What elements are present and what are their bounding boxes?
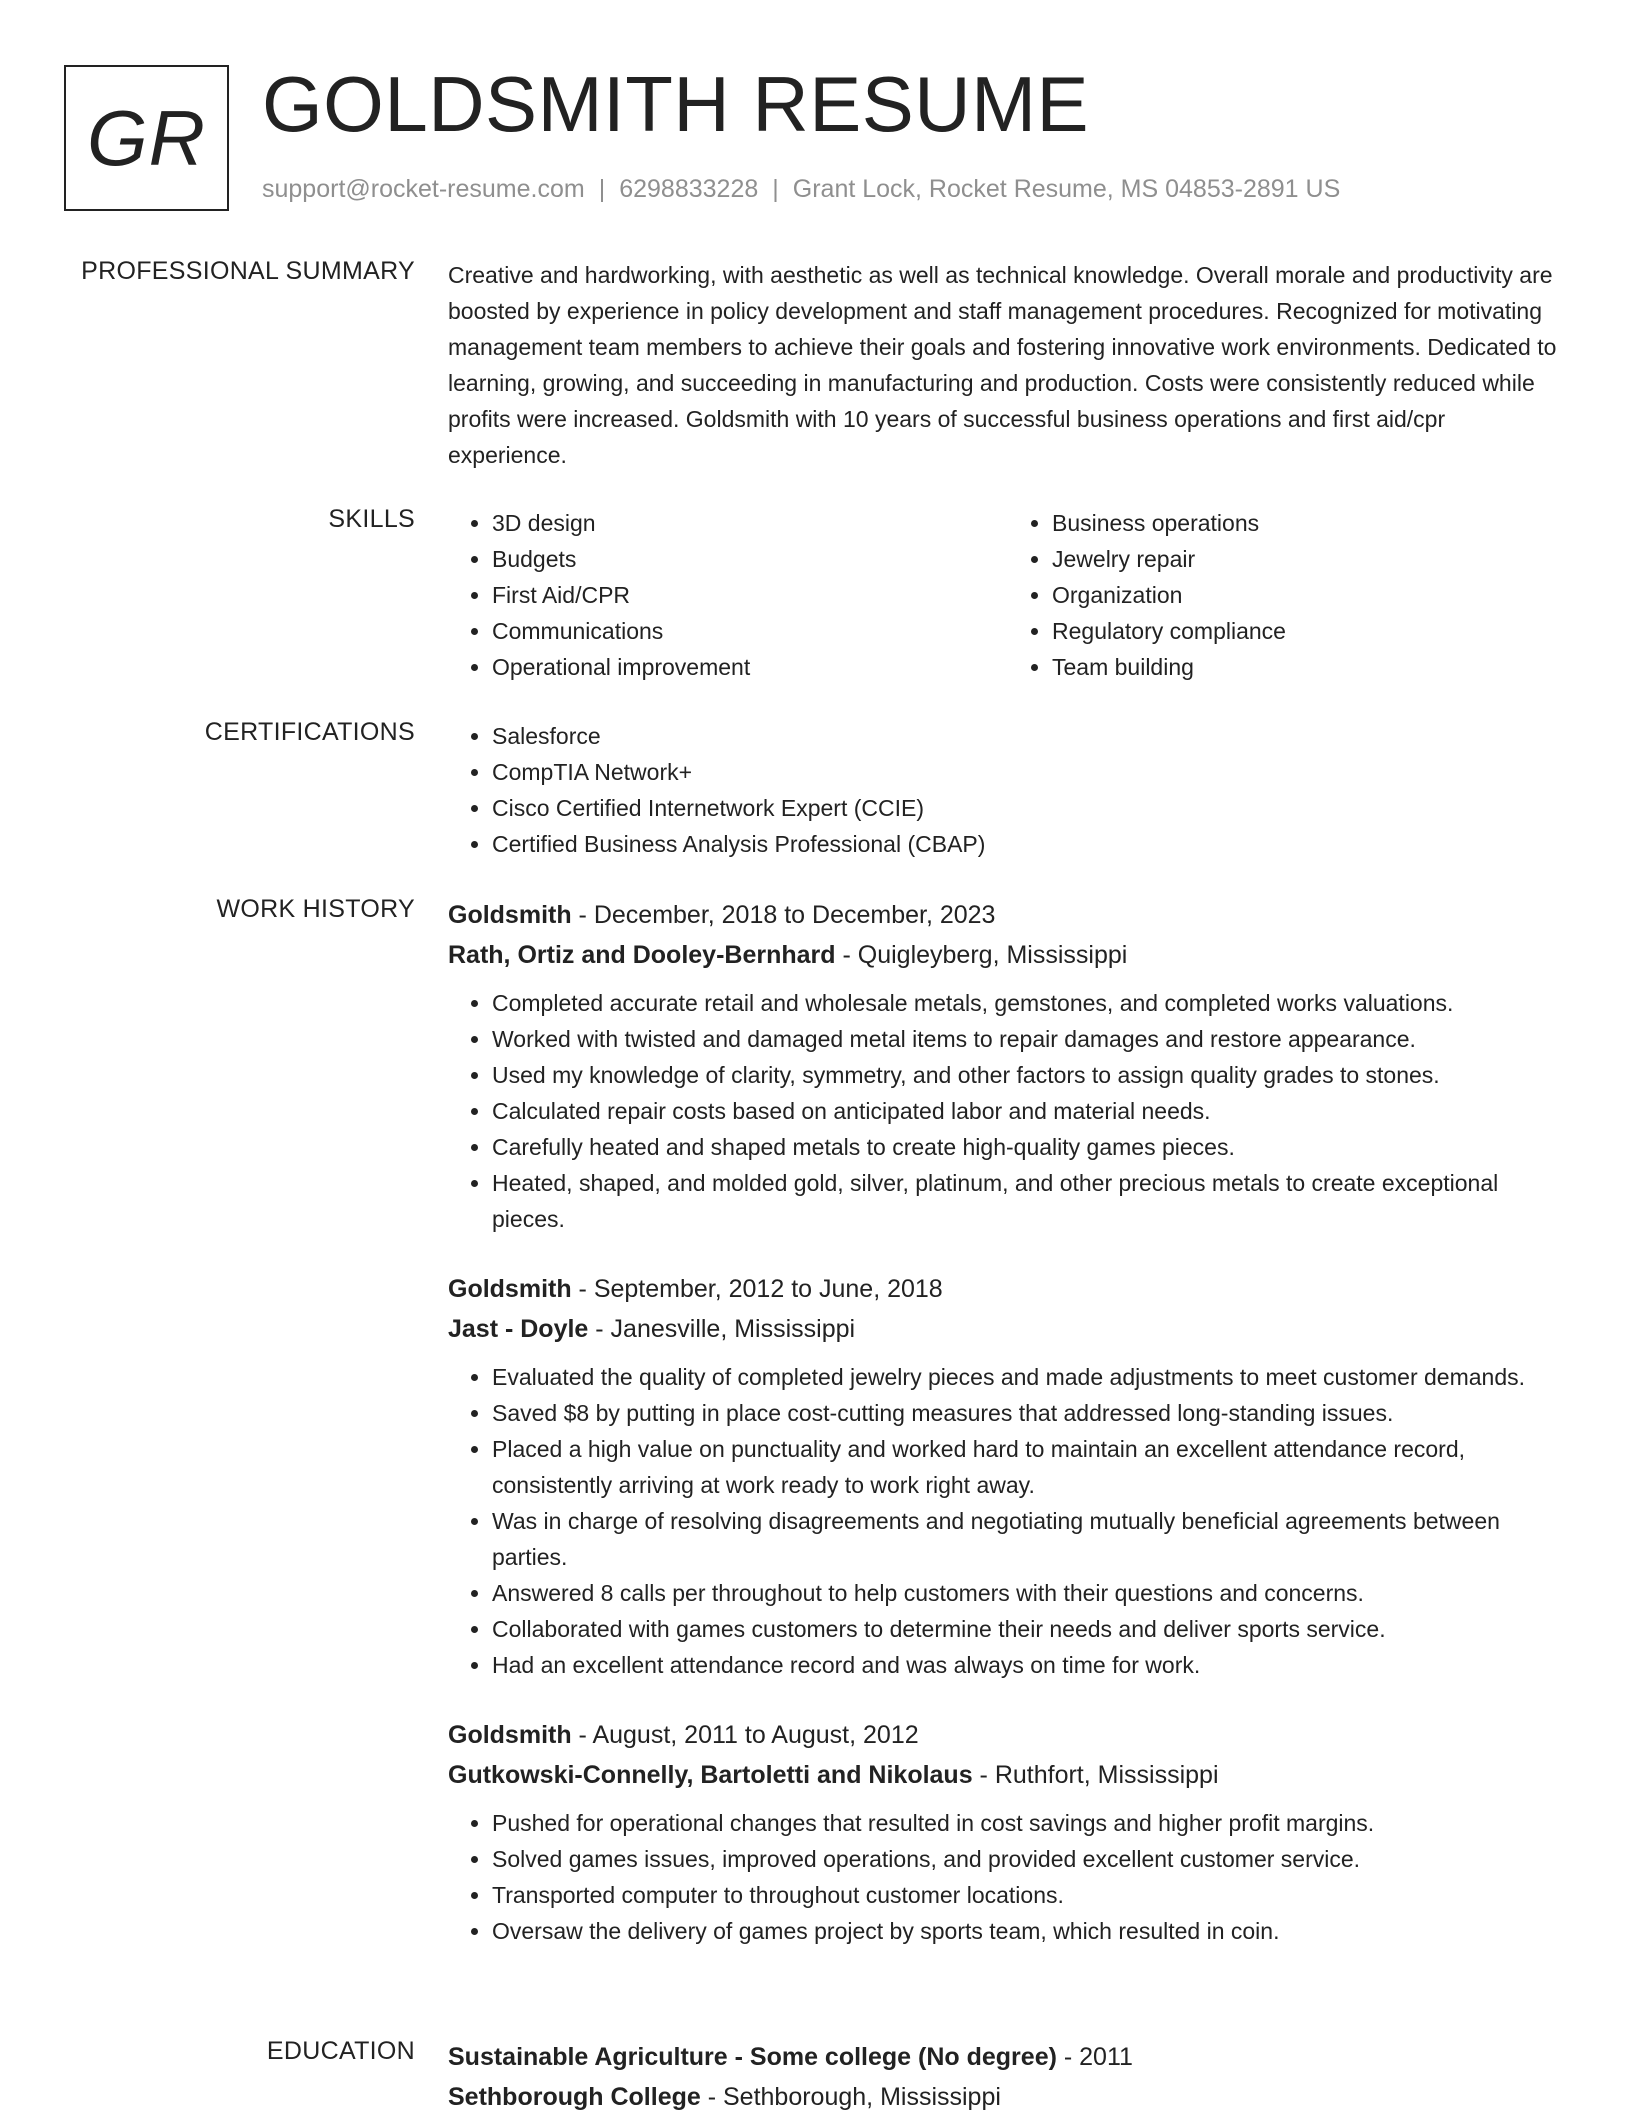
certifications-content [448,718,1568,862]
education-location: - Sethborough, Mississippi [700,2083,1001,2111]
education-content [448,2037,1568,2117]
certification-item: • CompTIA Network+ [492,754,1568,790]
skill-item: • 3D design [492,505,1008,541]
skill-item: • Budgets [492,541,1008,577]
job-dates: - September, 2012 to June, 2018 [571,1275,943,1303]
certification-item: • Salesforce [492,718,1568,754]
job-bullet: • Solved games issues, improved operations, and provided excellent customer service. [492,1841,1568,1877]
job-title: Goldsmith [448,901,572,929]
skill-item: • Team building [1052,649,1568,685]
job-bullet: • Saved $8 by putting in place cost-cutting measures that addressed long-standing issues. [492,1395,1568,1431]
summary-text: Creative and hardworking, with aesthetic as well as technical knowledge. Overall morale and productivity are boosted by experience in policy development and staff management procedures. Recognized for motivating management team members to achieve their goals and fostering innovative work environments. Dedicated to learning, growing, and succeeding in manufacturing and production. Costs were consistently reduced while profits were increased. Goldsmith with 10 years of successful business operations and first aid/cpr experience. [448,262,1557,468]
contact-separator: | [772,175,779,203]
job-entry [448,1715,1568,1949]
education-degree-line [448,2037,1568,2077]
job-bullet: • Was in charge of resolving disagreements and negotiating mutually beneficial agreements between parties. [492,1503,1568,1575]
job-entry [448,895,1568,1237]
job-location: - Janesville, Mississippi [588,1315,856,1343]
job-bullet: • Evaluated the quality of completed jewelry pieces and made adjustments to meet customer demands. [492,1359,1568,1395]
job-company-line [448,1755,1568,1795]
skills-list-right [1008,505,1568,685]
certifications-list [448,718,1568,862]
job-bullets [448,1805,1568,1949]
section-label-summary: PROFESSIONAL SUMMARY [81,257,415,285]
education-school: Sethborough College [448,2083,701,2111]
job-location: - Ruthfort, Mississippi [972,1761,1219,1789]
skill-item: • Operational improvement [492,649,1008,685]
job-title: Goldsmith [448,1275,572,1303]
job-bullet: • Answered 8 calls per throughout to help customers with their questions and concerns. [492,1575,1568,1611]
certification-item: • Certified Business Analysis Professional (CBAP) [492,826,1568,862]
job-bullet: • Transported computer to throughout customer locations. [492,1877,1568,1913]
work-history-content [448,895,1568,1981]
job-title-line [448,895,1568,935]
education-degree: Sustainable Agriculture - Some college (No degree) [448,2043,1057,2071]
skills-grid [448,505,1568,685]
skill-item: • First Aid/CPR [492,577,1008,613]
contact-email: support@rocket-resume.com [262,175,585,203]
skill-item: • Jewelry repair [1052,541,1568,577]
job-bullet: • Heated, shaped, and molded gold, silver, platinum, and other precious metals to create exceptional pieces. [492,1165,1568,1237]
job-bullet: • Worked with twisted and damaged metal items to repair damages and restore appearance. [492,1021,1568,1057]
contact-separator: | [598,175,606,203]
education-school-line [448,2077,1568,2117]
job-bullets [448,985,1568,1237]
section-label-certifications: CERTIFICATIONS [204,718,415,746]
job-company: Rath, Ortiz and Dooley-Bernhard [448,941,836,969]
job-bullets [448,1359,1568,1683]
job-bullet: • Oversaw the delivery of games project by sports team, which resulted in coin. [492,1913,1568,1949]
contact-address: Grant Lock, Rocket Resume, MS 04853-2891 US [792,175,1341,203]
section-label-skills: SKILLS [328,505,415,533]
job-dates: - December, 2018 to December, 2023 [571,901,996,929]
job-company-line [448,935,1568,975]
job-title-line [448,1269,1568,1309]
resume-header [64,60,1564,211]
job-company: Jast - Doyle [448,1315,589,1343]
skill-item: • Regulatory compliance [1052,613,1568,649]
section-label-education: EDUCATION [266,2037,415,2065]
skills-list-left [448,505,1008,685]
section-label-work-history: WORK HISTORY [216,895,415,923]
resume-name: GOLDSMITH RESUME [262,60,1090,148]
job-bullet: • Had an excellent attendance record and was always on time for work. [492,1647,1568,1683]
job-bullet: • Completed accurate retail and wholesale metals, gemstones, and completed works valuations. [492,985,1568,1021]
job-title-line [448,1715,1568,1755]
job-bullet: • Pushed for operational changes that resulted in cost savings and higher profit margins. [492,1805,1568,1841]
skill-item: • Business operations [1052,505,1568,541]
certification-item: • Cisco Certified Internetwork Expert (CCIE) [492,790,1568,826]
contact-line [262,175,1340,204]
job-bullet: • Used my knowledge of clarity, symmetry, and other factors to assign quality grades to stones. [492,1057,1568,1093]
job-bullet: • Placed a high value on punctuality and worked hard to maintain an excellent attendance record, consistently arriving at work ready to work right away. [492,1431,1568,1503]
job-company: Gutkowski-Connelly, Bartoletti and Nikolaus [448,1761,973,1789]
skill-item: • Communications [492,613,1008,649]
skill-item: • Organization [1052,577,1568,613]
job-bullet: • Collaborated with games customers to determine their needs and deliver sports service. [492,1611,1568,1647]
job-bullet: • Carefully heated and shaped metals to create high-quality games pieces. [492,1129,1568,1165]
job-title: Goldsmith [448,1721,572,1749]
job-company-line [448,1309,1568,1349]
contact-phone: 6298833228 [619,175,759,203]
skills-content [448,505,1568,685]
summary-content [448,257,1568,473]
job-bullet: • Calculated repair costs based on anticipated labor and material needs. [492,1093,1568,1129]
monogram-logo: GR [64,65,229,211]
job-location: - Quigleyberg, Mississippi [835,941,1128,969]
job-dates: - August, 2011 to August, 2012 [571,1721,919,1749]
job-entry [448,1269,1568,1683]
education-year: - 2011 [1056,2043,1133,2071]
